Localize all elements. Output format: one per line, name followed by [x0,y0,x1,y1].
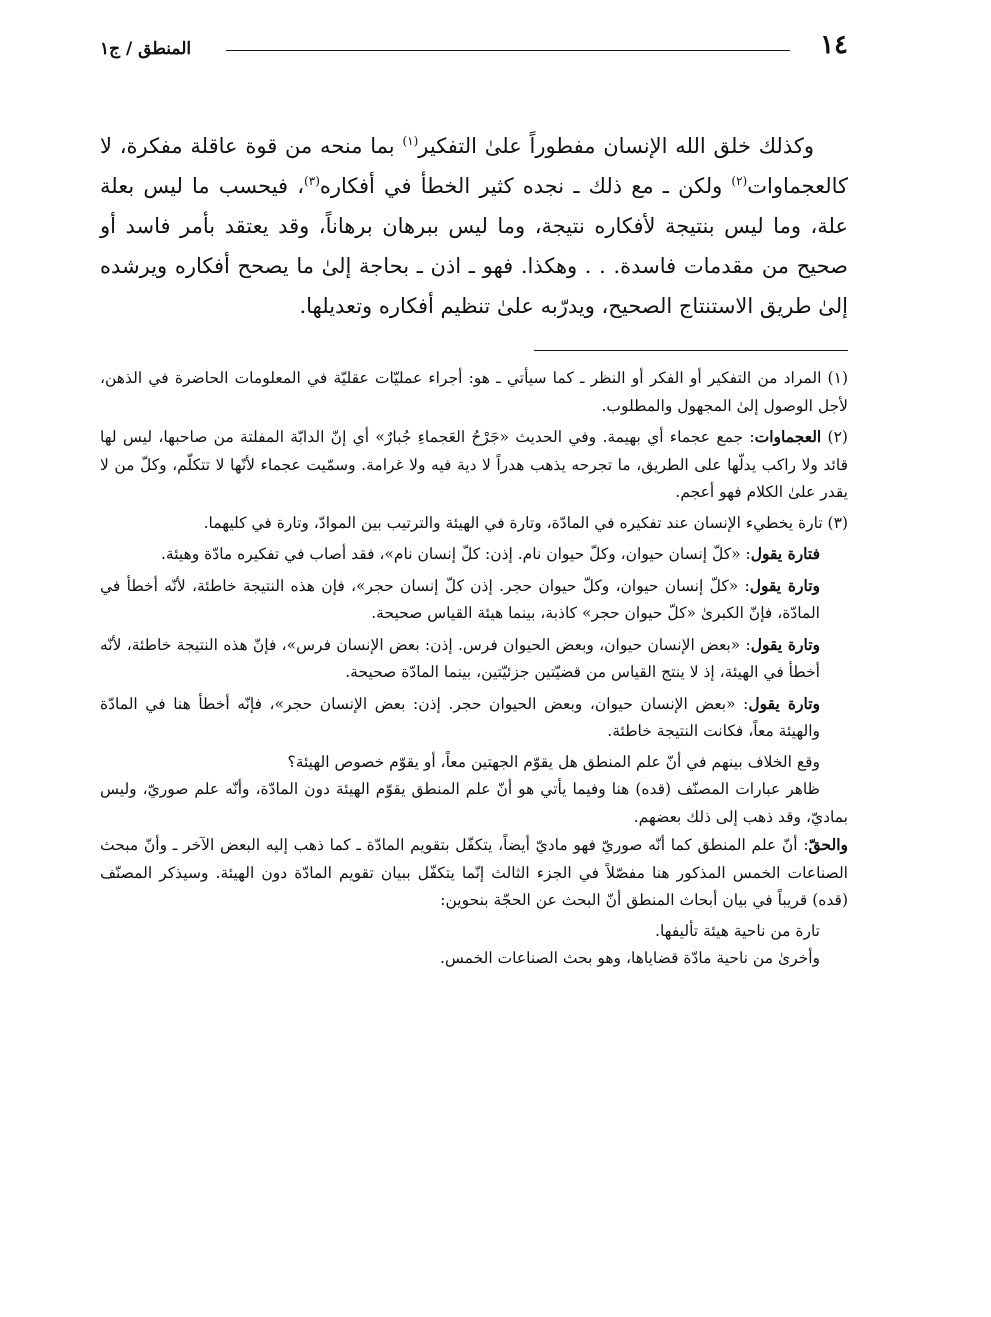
main-text-part: وكذلك خلق الله الإنسان مفطوراً علىٰ التفكير [418,134,814,158]
footnote-3-case-4 [100,690,820,746]
book-page [100,30,848,973]
main-text [100,126,848,326]
case-lead: وتارة يقول [748,693,820,713]
footnote-text: : جمع عجماء أي بهيمة. وفي الحديث «جَرْحُ العَجماءِ جُبارٌ» أي إنّ الدابّة المفلتة من صاحبها، ليس لها قائد ولا راكب يدلّها على الطريق، ما تجرحه يذهب هدراً لا دية فيه ولا غرامة. وسمّيت عجماء لأنّها لا تتكلّم، وكلّ من لا يقدر علىٰ الكلام فهو أعجم. [100,428,848,501]
footnotes [100,365,848,973]
case-lead: وتارة يقول [749,575,820,595]
case-text: : «كلّ إنسان حيوان، وكلّ حيوان حجر. إذن كلّ إنسان حجر»، فإن هذه النتيجة خاطئة، لأنّه أخطأ في المادّة، فإنّ الكبرىٰ «كلّ حيوان حجر» كاذبة، بينما هيئة القياس صحيحة. [100,576,820,622]
case-text: : «بعض الإنسان حيوان، وبعض الحيوان فرس. إذن: بعض الإنسان فرس»، فإنّ هذه النتيجة خاطئة، لأنّه أخطأ في الهيئة، إذ لا ينتج القياس من قضيّتين جزئيّتين، بينما المادّة صحيحة. [100,635,820,681]
main-text-part: ، فيحسب ما ليس بعلة علة، وما ليس بنتيجة لأفكاره نتيجة، وما ليس ببرهان برهاناً، وقد يعتقد بأمر فاسد أو صحيح من مقدمات فاسدة. . . وهكذا. فهو ـ اذن ـ بحاجة إلىٰ ما يصحح أفكاره ويرشده إلىٰ طريق الاستنتاج الصحيح، ويدرّبه علىٰ تنظيم أفكاره وتعديلها. [100,174,848,318]
footnote-number: (٢) [827,428,848,446]
header-rule [226,50,790,51]
case-text: : «بعض الإنسان حيوان، وبعض الحيوان حجر. إذن: بعض الإنسان حجر»، فإنّه أخطأ هنا في المادّة والهيئة معاً، فكانت النتيجة خاطئة. [100,694,820,740]
footnote-ref-1: (١) [402,134,419,148]
footnote-3-way-2: وأخرىٰ من ناحية مادّة قضاياها، وهو بحث الصناعات الخمس. [439,949,820,967]
main-paragraph [100,126,848,326]
footnote-term: العجماوات [754,427,822,446]
page-number: ١٤ [820,30,848,60]
case-lead: فتارة يقول [750,544,820,563]
footnote-3-case-2 [100,572,820,628]
case-lead: وتارة يقول [750,634,820,654]
page-header [100,30,848,64]
footnote-2 [100,423,848,507]
footnote-3-case-1 [100,540,820,569]
main-text-part: بما منحه من قوة عاقلة مفكرة، لا كالعجماوات [100,134,848,198]
footnote-3-truth [100,831,848,915]
footnote-3: (٣) تارة يخطيء الإنسان عند تفكيره في المادّة، وتارة في الهيئة والترتيب بين الموادّ، وتارة في كليهما. [203,513,848,532]
case-text: : «كلّ إنسان حيوان، وكلّ حيوان نام. إذن: كلّ إنسان نام»، فقد أصاب في تفكيره مادّة وهيئة. [161,545,751,563]
running-title: المنطق / ج١ [100,39,192,59]
main-text-part: ولكن ـ مع ذلك ـ نجده كثير الخطأ في أفكاره [319,174,732,198]
footnote-3-apparent-view: ظاهر عبارات المصنّف (قده) هنا وفيما يأتي هو أنّ علم المنطق يقوّم الهيئة دون المادّة، وأنّه علم صوريّ، وليس بماديّ، وقد ذهب إلى ذلك بعضهم. [100,780,848,826]
truth-text: : أنّ علم المنطق كما أنّه صوريّ فهو ماديّ أيضاً، يتكفّل بتقويم المادّة ـ كما ذهب إليه البعض الآخر ـ وأنّ مبحث الصناعات الخمس المذكور هنا مفصّلاً في الجزء الثالث إنّما يتكفّل ببيان تقويم المادّة دون الهيئة. وسيذكر المصنّف (قده) قريباً في بيان أبحاث المنطق أنّ البحث عن الحجّة بنحوين: [100,836,848,909]
footnote-1: (١) المراد من التفكير أو الفكر أو النظر ـ كما سيأتي ـ هو: أجراء عمليّات عقليّة في المعلومات الحاضرة في الذهن، لأجل الوصول إلىٰ المجهول والمطلوب. [100,369,848,415]
footnote-separator [534,350,848,351]
footnote-ref-3: (٣) [304,174,320,188]
footnote-3-case-3 [100,631,820,687]
footnote-3-dispute: وقع الخلاف بينهم في أنّ علم المنطق هل يقوّم الجهتين معاً، أو يقوّم خصوص الهيئة؟ [287,752,820,771]
footnote-3-way-1: تارة من ناحية هيئة تأليفها. [655,921,820,940]
truth-lead: والحقّ [808,835,848,854]
footnote-ref-2: (٢) [731,174,748,188]
